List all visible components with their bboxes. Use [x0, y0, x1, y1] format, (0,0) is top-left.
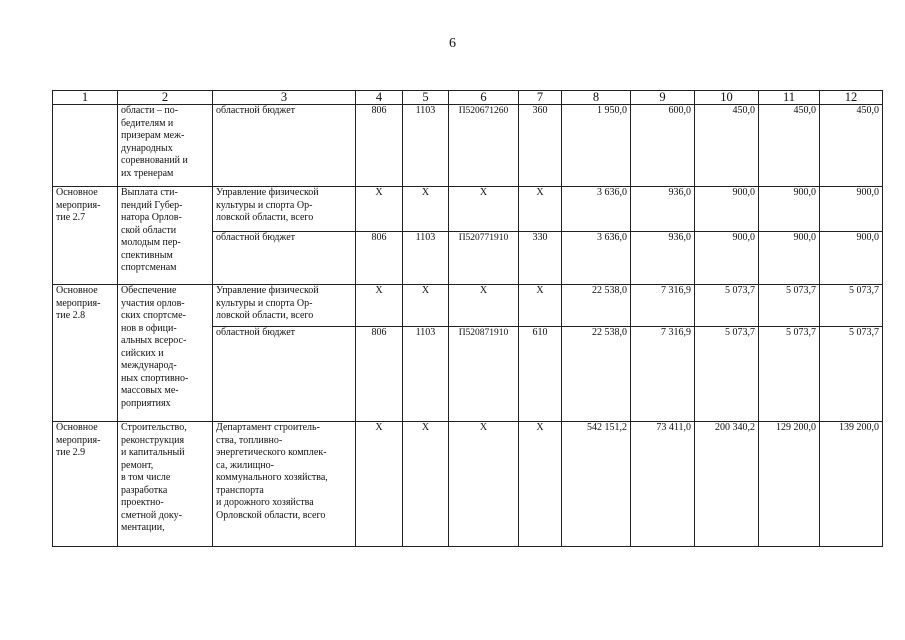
amount-cell: 936,0	[631, 232, 695, 285]
table-cell: Х	[519, 285, 562, 327]
measure-description: Обеспечение участия орлов- ских спортсме- нов в офици- альных всерос- сийских и международ- ных спортивно- массовых ме- роприятиях	[118, 285, 213, 422]
amount-cell: 900,0	[759, 187, 820, 232]
amount-cell: 5 073,7	[759, 327, 820, 422]
amount-cell: 139 200,0	[820, 422, 883, 547]
amount-cell: 7 316,9	[631, 327, 695, 422]
table-row	[53, 187, 883, 232]
header-cell: 10	[695, 91, 759, 105]
table-cell: Х	[449, 187, 519, 232]
amount-cell: 1 950,0	[562, 105, 631, 187]
amount-cell: 3 636,0	[562, 187, 631, 232]
amount-cell: 129 200,0	[759, 422, 820, 547]
funding-source: областной бюджет	[213, 232, 356, 285]
amount-cell: 5 073,7	[820, 285, 883, 327]
funding-source: Управление физической культуры и спорта Ор- ловской области, всего	[213, 285, 356, 327]
table-cell: П520671260	[449, 105, 519, 187]
table-row	[53, 422, 883, 547]
header-cell: 3	[213, 91, 356, 105]
amount-cell: 450,0	[820, 105, 883, 187]
table-cell: Х	[449, 422, 519, 547]
amount-cell: 5 073,7	[759, 285, 820, 327]
amount-cell: 3 636,0	[562, 232, 631, 285]
measure-label: Основное мероприя- тие 2.7	[53, 187, 118, 285]
table-cell: Х	[519, 422, 562, 547]
table-cell: 1103	[403, 232, 449, 285]
table-cell: Х	[519, 187, 562, 232]
amount-cell: 22 538,0	[562, 327, 631, 422]
table-cell: П520871910	[449, 327, 519, 422]
table-cell: Х	[403, 187, 449, 232]
header-cell: 7	[519, 91, 562, 105]
table-cell: Х	[449, 285, 519, 327]
amount-cell: 900,0	[695, 232, 759, 285]
header-row	[53, 91, 883, 105]
amount-cell: 5 073,7	[820, 327, 883, 422]
measure-label: Основное мероприя- тие 2.9	[53, 422, 118, 547]
amount-cell: 900,0	[759, 232, 820, 285]
amount-cell: 900,0	[820, 187, 883, 232]
table-cell: 330	[519, 232, 562, 285]
table-cell: 360	[519, 105, 562, 187]
page-number: 6	[449, 36, 456, 51]
header-cell: 9	[631, 91, 695, 105]
table-cell: П520771910	[449, 232, 519, 285]
table-row	[53, 105, 883, 187]
table-cell	[53, 105, 118, 187]
funding-source: Управление физической культуры и спорта Ор- ловской области, всего	[213, 187, 356, 232]
table-cell: Х	[403, 422, 449, 547]
header-cell: 11	[759, 91, 820, 105]
amount-cell: 22 538,0	[562, 285, 631, 327]
header-cell: 4	[356, 91, 403, 105]
table-cell: 806	[356, 105, 403, 187]
measure-description: Строительство, реконструкция и капитальный ремонт, в том числе разработка проектно- сметной доку- ментации,	[118, 422, 213, 547]
funding-source: Департамент строитель- ства, топливно- энергетического комплек- са, жилищно- коммунального хозяйства, транспорта и дорожного хозяйства Орловской области, всего	[213, 422, 356, 547]
table-cell: 1103	[403, 327, 449, 422]
table-cell: 610	[519, 327, 562, 422]
amount-cell: 936,0	[631, 187, 695, 232]
amount-cell: 7 316,9	[631, 285, 695, 327]
amount-cell: 450,0	[759, 105, 820, 187]
amount-cell: 73 411,0	[631, 422, 695, 547]
table-cell: Х	[356, 285, 403, 327]
amount-cell: 600,0	[631, 105, 695, 187]
amount-cell: 542 151,2	[562, 422, 631, 547]
budget-table	[52, 90, 883, 547]
amount-cell: 900,0	[695, 187, 759, 232]
header-cell: 12	[820, 91, 883, 105]
measure-description: Выплата сти- пендий Губер- натора Орлов- ской области молодым пер- спективным спортсменам	[118, 187, 213, 285]
header-cell: 5	[403, 91, 449, 105]
amount-cell: 900,0	[820, 232, 883, 285]
amount-cell: 5 073,7	[695, 285, 759, 327]
header-cell: 1	[53, 91, 118, 105]
amount-cell: 200 340,2	[695, 422, 759, 547]
measure-description: области – по- бедителям и призерам меж- дународных соревнований и их тренерам	[118, 105, 213, 187]
table-cell: 806	[356, 327, 403, 422]
measure-label: Основное мероприя- тие 2.8	[53, 285, 118, 422]
table-row	[53, 285, 883, 327]
funding-source: областной бюджет	[213, 105, 356, 187]
table-cell: Х	[356, 422, 403, 547]
header-cell: 8	[562, 91, 631, 105]
amount-cell: 5 073,7	[695, 327, 759, 422]
amount-cell: 450,0	[695, 105, 759, 187]
header-cell: 6	[449, 91, 519, 105]
table-cell: 1103	[403, 105, 449, 187]
table-cell: 806	[356, 232, 403, 285]
header-cell: 2	[118, 91, 213, 105]
funding-source: областной бюджет	[213, 327, 356, 422]
table-cell: Х	[356, 187, 403, 232]
table-cell: Х	[403, 285, 449, 327]
